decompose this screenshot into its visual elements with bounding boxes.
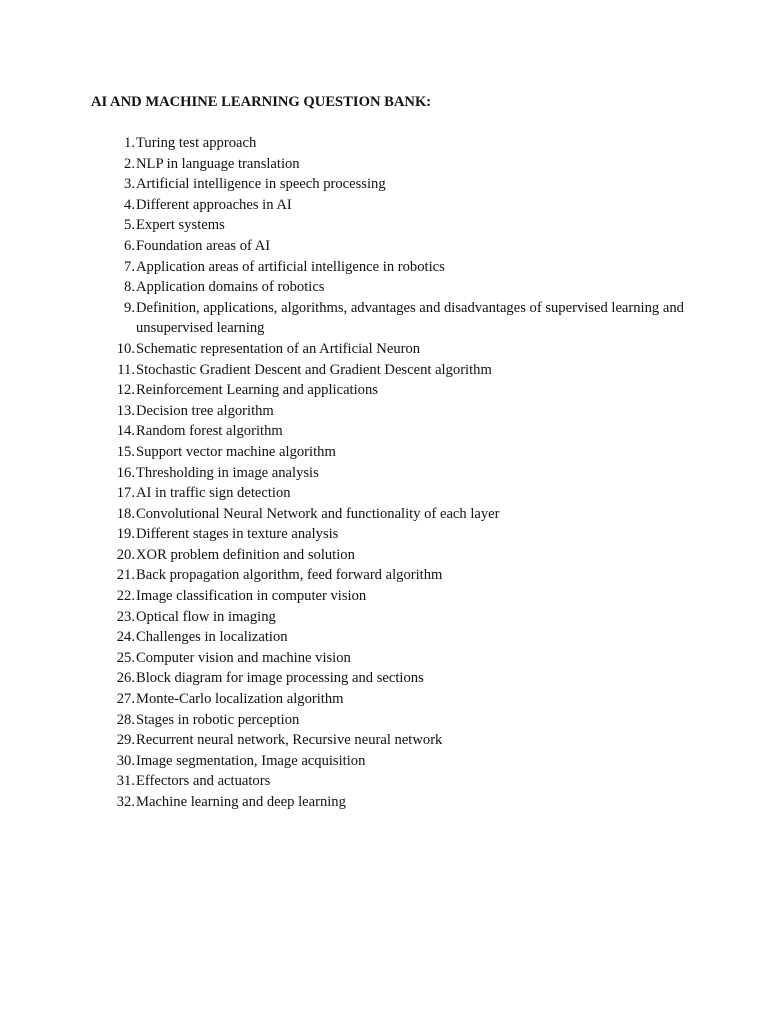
question-text: Application areas of artificial intelligence in robotics	[136, 258, 445, 275]
question-item	[91, 380, 691, 401]
question-number: 16.	[116, 464, 135, 481]
question-item	[91, 689, 691, 710]
question-item	[91, 401, 691, 422]
question-text: AI in traffic sign detection	[136, 485, 291, 502]
question-text: Image classification in computer vision	[136, 588, 367, 605]
question-text: Stages in robotic perception	[136, 711, 300, 728]
question-text: Recurrent neural network, Recursive neural network	[136, 732, 443, 749]
question-item	[91, 236, 691, 257]
question-text: Artificial intelligence in speech processing	[136, 176, 386, 193]
question-number: 3.	[124, 176, 135, 193]
question-number: 10.	[116, 340, 135, 357]
question-number: 13.	[116, 402, 135, 419]
question-number: 24.	[116, 629, 135, 646]
question-number: 29.	[116, 732, 135, 749]
question-text: Thresholding in image analysis	[136, 464, 319, 481]
question-number: 22.	[116, 588, 135, 605]
question-item	[91, 174, 691, 195]
question-text: Expert systems	[136, 217, 225, 234]
question-text: Random forest algorithm	[136, 423, 283, 440]
question-number: 18.	[116, 505, 135, 522]
question-number: 28.	[116, 711, 135, 728]
question-text: Reinforcement Learning and applications	[136, 382, 378, 399]
question-item	[91, 215, 691, 236]
question-number: 26.	[116, 670, 135, 687]
question-item	[91, 586, 691, 607]
question-item	[91, 524, 691, 545]
question-number: 23.	[116, 608, 135, 625]
question-text: Optical flow in imaging	[136, 608, 276, 625]
question-text: Effectors and actuators	[136, 773, 271, 790]
question-item	[91, 545, 691, 566]
question-item	[91, 195, 691, 216]
question-item	[91, 648, 691, 669]
question-text: Stochastic Gradient Descent and Gradient Descent algorithm	[136, 361, 492, 378]
question-item	[91, 483, 691, 504]
question-text: Support vector machine algorithm	[136, 443, 336, 460]
question-item	[91, 668, 691, 689]
question-text: Application domains of robotics	[136, 279, 325, 296]
question-text: Machine learning and deep learning	[136, 794, 346, 810]
question-text: Back propagation algorithm, feed forward algorithm	[136, 567, 443, 584]
question-item	[91, 565, 691, 586]
question-text: Challenges in localization	[136, 629, 288, 646]
question-text: Foundation areas of AI	[136, 237, 271, 254]
question-item	[91, 360, 691, 381]
question-list	[91, 133, 691, 813]
question-number: 5.	[124, 217, 135, 234]
question-text: Computer vision and machine vision	[136, 649, 351, 666]
question-text: Decision tree algorithm	[136, 402, 274, 419]
question-item	[91, 133, 691, 154]
question-number: 8.	[124, 279, 135, 296]
question-number: 17.	[116, 485, 135, 502]
question-number: 15.	[116, 443, 135, 460]
question-number: 11.	[117, 361, 135, 378]
question-item	[91, 442, 691, 463]
question-item	[91, 339, 691, 360]
question-item	[91, 771, 691, 792]
question-text: Block diagram for image processing and sections	[136, 670, 424, 687]
question-number: 2.	[124, 155, 135, 172]
question-item	[91, 504, 691, 525]
question-item	[91, 627, 691, 648]
question-number: 4.	[124, 196, 135, 213]
question-text: Convolutional Neural Network and functionality of each layer	[136, 505, 500, 522]
question-item	[91, 277, 691, 298]
question-number: 30.	[116, 752, 135, 769]
question-number: 21.	[116, 567, 135, 584]
question-number: 20.	[116, 546, 135, 563]
question-number: 12.	[116, 382, 135, 399]
question-text: Different stages in texture analysis	[136, 526, 339, 543]
question-number: 1.	[124, 135, 135, 151]
question-number: 27.	[116, 691, 135, 708]
question-item	[91, 154, 691, 175]
question-item	[91, 710, 691, 731]
question-item	[91, 257, 691, 278]
question-item	[91, 298, 691, 339]
question-text: Schematic representation of an Artificial Neuron	[136, 340, 421, 357]
question-item	[91, 463, 691, 484]
question-number: 14.	[116, 423, 135, 440]
question-item	[91, 607, 691, 628]
question-text: NLP in language translation	[136, 155, 300, 172]
question-number: 32.	[116, 794, 135, 810]
question-number: 6.	[124, 237, 135, 254]
question-number: 19.	[116, 526, 135, 543]
question-number: 31.	[116, 773, 135, 790]
question-text: Definition, applications, algorithms, advantages and disadvantages of supervised learning and unsupervised learning	[136, 299, 684, 337]
question-item	[91, 751, 691, 772]
question-text: Different approaches in AI	[136, 196, 292, 213]
question-item	[91, 730, 691, 751]
question-item	[91, 792, 691, 813]
question-number: 7.	[124, 258, 135, 275]
question-text: Image segmentation, Image acquisition	[136, 752, 366, 769]
question-text: XOR problem definition and solution	[136, 546, 355, 563]
question-text: Turing test approach	[136, 135, 257, 151]
question-item	[91, 421, 691, 442]
question-number: 25.	[116, 649, 135, 666]
question-text: Monte-Carlo localization algorithm	[136, 691, 344, 708]
page-title: AI AND MACHINE LEARNING QUESTION BANK:	[91, 94, 432, 110]
question-number: 9.	[124, 299, 135, 316]
